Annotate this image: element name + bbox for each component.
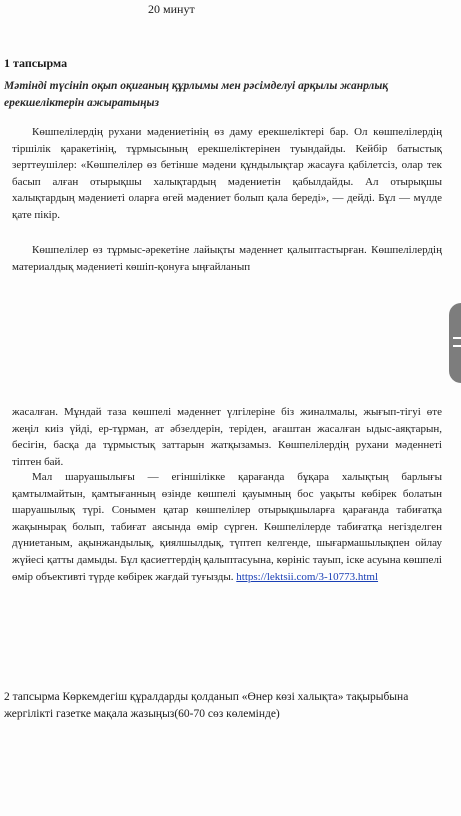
- paragraph-4: [12, 469, 442, 585]
- paragraph-1-text: Көшпелілердің рухани мәдениетінің өз даму ерекшеліктері бар. Ол көшпелілердің тіршілік қаракетінің, тұрмысының ерекшеліктерінен туындайды. Кейбір батыстық зерттеушілер: «Көшпелілер өз бетінше мәдени құндылықтар жасауға қабілетсіз, олар тек басып алған отырықшы халықтардың мәдениетін қабылдайды. Ал отырықшы халықтардың мәдениеті оларға өгей мәдениет болып қала береді», — дейді. Бұл — мүлде қате пікір.: [12, 126, 442, 221]
- paragraph-3: [12, 404, 442, 470]
- source-link[interactable]: https://lektsii.com/3-10773.html: [236, 570, 379, 583]
- paragraph-2: [12, 242, 442, 275]
- paragraph-1: [12, 124, 442, 224]
- task1-subtitle: Мәтінді түсініп оқып оқиғаның құрлымы мен рәсімделуі арқылы жанрлық ерекшеліктерін ажыратыңыз: [4, 80, 389, 109]
- paragraph-2-text: Көшпелілер өз тұрмыс-әрекетіне лайықты мәденнет қалыптастырған. Көшпелілердің материалдық мәдениеті көшіп-қонуға ыңғайланып: [12, 244, 442, 273]
- paragraph-3-text: жасалған. Мұндай таза көшпелі мәденнет үлгілеріне біз жиналмалы, жығып-тігуі өте жеңіл киіз үйді, ер-тұрман, ат әбзелдерін, теріден, ағаштан жасалған ыдыс-аяқтарын, бесігін, басқа да тұрмыстық заттарын жатқызамыз. Көшпелілердің рухани мәденнеті тіптен бай.: [12, 406, 442, 468]
- scroll-handle[interactable]: [449, 303, 461, 383]
- time-note: 20 минут: [148, 2, 195, 16]
- task2-text: 2 тапсырма Көркемдегіш құралдарды қолданып «Өнер көзі халықта» тақырыбына жергілікті газетке мақала жазыңыз(60-70 сөз көлемінде): [4, 691, 409, 720]
- task1-title: 1 тапсырма: [4, 56, 68, 70]
- handle-grip-line: [453, 345, 461, 347]
- handle-grip-line: [453, 337, 461, 339]
- paragraph-4-text: Мал шаруашылығы — егіншілікке қарағанда бұқара халықтың барлығы қамтылмайтын, қамтығанның өзінде көшпелі қауымның бос уақыты көбірек болатын шаруашылық түрі. Сонымен қатар көшпелілер отырықшыларға қарағанда табиғатқа жақынырақ болып, табиғат аясында өмір сүрген. Көшпелілерде табиғатқа негізделген дүниетаным, ақынжандылық, қиялшылдық, түптеп келгенде, шығармашылықпен ойлау жүйесі қатты дамыды. Бұл қасиеттердің қалыптасуына, көрініс тауып, іске асуына көшпелі өмір объективті түрде көбірек жағдай туғызды.: [12, 471, 442, 583]
